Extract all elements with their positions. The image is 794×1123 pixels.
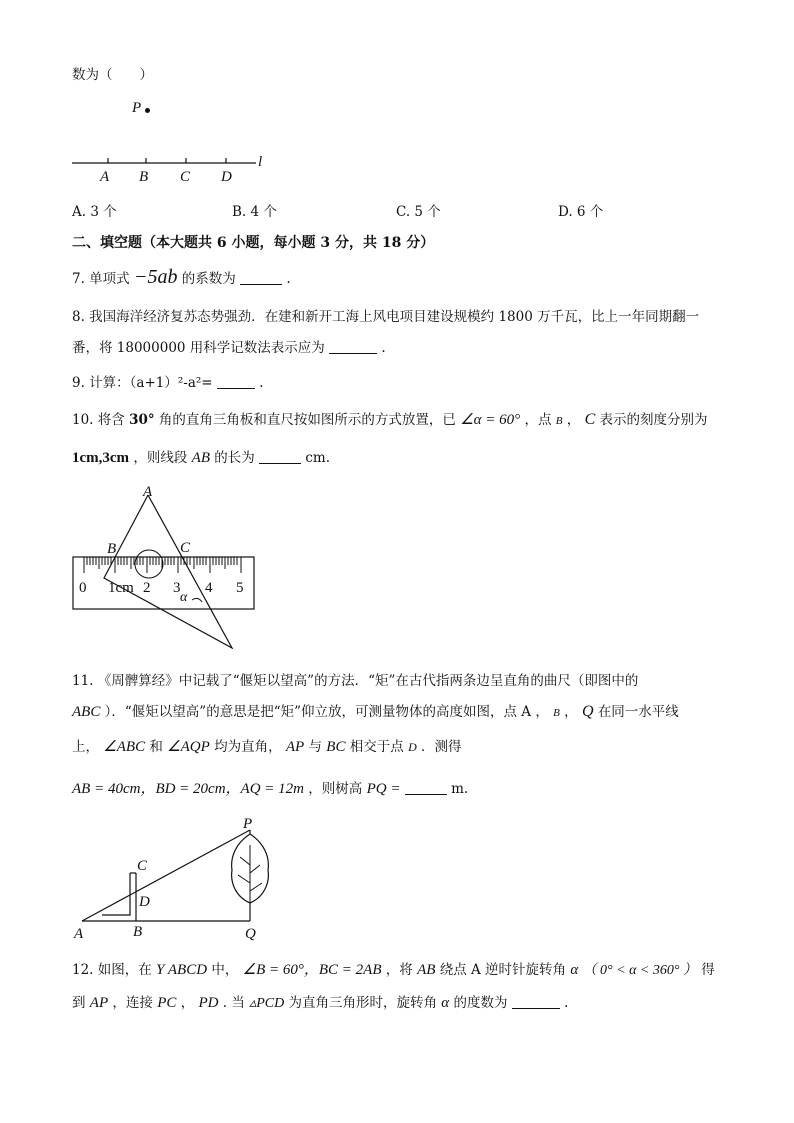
q11-text-f: ．测得	[421, 739, 462, 755]
q11-text-end: 在同一水平线	[597, 704, 679, 720]
q11-PQ: PQ =	[366, 781, 401, 797]
q10-fig-label-b: B	[107, 541, 117, 557]
q11-line2	[72, 703, 679, 722]
q12-text-f: 到	[72, 995, 86, 1011]
q12-alpha-2: α	[441, 995, 450, 1011]
q12-line2	[72, 994, 568, 1013]
q10-text-e: 表示的刻度分别为	[599, 412, 708, 428]
q11-fig-label-a: A	[74, 926, 84, 942]
q12-text-k: 的度数为	[453, 995, 508, 1011]
q12-PD: PD	[198, 995, 219, 1011]
q12-AB: AB	[417, 962, 436, 978]
q6-option-b: B. 4 个	[232, 204, 277, 220]
q10-tick-0: 0	[79, 580, 87, 596]
q10-tick-4: 4	[205, 580, 213, 596]
q11-D: D	[408, 740, 417, 754]
q10-line2	[72, 449, 330, 467]
q11-fig-label-b: B	[133, 924, 143, 940]
q8-line1: 8. 我国海洋经济复苏态势强劲．在建和新开工海上风电项目建设规模约 1800 万千瓦，比上一年同期翻一	[72, 309, 700, 325]
q10-text-f: ，则线段	[133, 450, 188, 466]
q11-line1: 11. 《周髀算经》中记载了“偃矩以望高”的方法．“矩”在古代指两条边呈直角的曲尺（即图中的	[72, 673, 639, 689]
q7-end: .	[286, 271, 291, 287]
q10-tick-5: 5	[236, 580, 244, 596]
q10-AB: AB	[191, 450, 210, 466]
q11-sep: ，	[564, 704, 578, 720]
q11-text-rest: ）．“偃矩以望高”的意思是把“矩”仰立放，可测量物体的高度如图，点 A ，	[104, 704, 549, 720]
q12-AP: AP	[89, 995, 109, 1011]
q11-text-c: 均为直角，	[214, 739, 282, 755]
section-2-title: 二、填空题（本大题共 6 小题，每小题 3 分，共 18 分）	[72, 235, 435, 251]
q6-point-b: B	[139, 169, 149, 185]
q11-AP: AP	[285, 739, 305, 755]
q10-diagram	[60, 480, 280, 660]
q7-number: 7. 单项式	[72, 271, 130, 287]
q11-unit: m.	[451, 781, 469, 797]
q10-text-g: 的长为	[214, 450, 255, 466]
q11-fig-label-c: C	[137, 858, 148, 874]
q6-option-d: D. 6 个	[558, 204, 604, 220]
q6-point-p-label: P	[132, 100, 142, 116]
q12-text-g: ，连接	[112, 995, 153, 1011]
q11-ABC: ABC	[72, 704, 101, 720]
q10-fig-label-c: C	[180, 540, 191, 556]
q10-unit: cm.	[305, 450, 331, 466]
q12-line1	[72, 961, 715, 980]
q9	[72, 374, 264, 392]
q10-tick-2: 2	[143, 580, 151, 596]
q11-text-g: ，则树高	[308, 781, 363, 797]
q6-line-l-label: l	[258, 154, 263, 170]
q10-answer-blank	[259, 449, 301, 464]
q11-text-e: 相交于点	[349, 739, 404, 755]
q11-answer-blank	[405, 780, 447, 795]
q12-PC: PC	[157, 995, 177, 1011]
q6-point-a: A	[100, 169, 110, 185]
q11-text-b: 和	[149, 739, 163, 755]
q11-B: B	[553, 707, 560, 719]
q12-text-b: 中，	[211, 962, 239, 978]
q10-tick-1: 1cm	[108, 580, 134, 596]
q8-line2-text: 番，将 18000000 用科学记数法表示应为	[72, 340, 325, 356]
q11-fig-label-d: D	[139, 894, 150, 910]
q12-text-e: 得	[701, 962, 715, 978]
q6-point-d: D	[221, 169, 232, 185]
q11-Q: Q	[581, 703, 594, 720]
q12-text-h: ，	[180, 995, 195, 1011]
q12-conditions: ∠B = 60°，BC = 2AB	[242, 962, 382, 978]
q11-fig-label-p: P	[243, 816, 253, 832]
q8-line2	[72, 339, 386, 357]
q10-text-a: 10. 将含	[72, 412, 125, 428]
q11-angle-abc: ∠ABC	[103, 739, 146, 755]
q12-text-j: 为直角三角形时，旋转角	[288, 995, 437, 1011]
q7-answer-blank	[240, 270, 282, 285]
q11-angle-aqp: ∠AQP	[167, 739, 210, 755]
q12-text-d: 绕点 A 逆时针旋转角	[439, 962, 567, 978]
q6-point-c: C	[180, 169, 191, 185]
q6-stem-tail: 数为（ ）	[72, 67, 153, 83]
q6-point-p	[145, 108, 150, 113]
q10-text-d: ，	[566, 412, 581, 428]
q9-end: .	[259, 375, 264, 391]
q12-answer-blank	[512, 994, 560, 1009]
q12-range: （ 0° < α < 360° ）	[582, 963, 697, 978]
q11-line3	[72, 738, 462, 756]
q12-parallelogram: Y ABCD	[156, 962, 208, 978]
q7	[72, 268, 291, 288]
q10-text-b: 角的直角三角板和直尺按如图所示的方式放置，已	[158, 412, 456, 428]
q10-fig-label-a: A	[143, 484, 153, 500]
q6-option-a: A. 3 个	[72, 204, 117, 220]
q8-answer-blank	[329, 339, 377, 354]
q10-C: C	[584, 411, 596, 428]
q10-measures: 1cm,3cm	[72, 450, 130, 466]
q11-text-a: 上，	[72, 739, 99, 755]
q10-deg: 30°	[129, 412, 155, 428]
q11-fig-label-q: Q	[245, 926, 256, 942]
q10-tick-3: 3	[173, 580, 181, 596]
q12-triangle-pcd: ▵PCD	[249, 996, 285, 1011]
q9-text: 9. 计算：（a+1）²-a²=	[72, 375, 213, 391]
q12-text-i: . 当	[222, 995, 245, 1011]
q11-text-d: 与	[308, 739, 322, 755]
q8-end: .	[381, 340, 386, 356]
q6-option-c: C. 5 个	[396, 204, 441, 220]
q7-expression: −5ab	[133, 266, 178, 288]
q7-tail: 的系数为	[181, 271, 236, 287]
q10-line1	[72, 411, 708, 430]
q12-text-c: ，将	[385, 962, 413, 978]
q12-text-a: 12. 如图，在	[72, 962, 152, 978]
q10-angle: ∠α = 60°	[460, 412, 521, 428]
q12-alpha: α	[570, 962, 579, 978]
q11-line4	[72, 780, 468, 798]
q10-text-c: ，点	[524, 412, 552, 428]
q9-answer-blank	[217, 374, 255, 389]
q12-end: .	[564, 995, 569, 1011]
q11-BC: BC	[326, 739, 346, 755]
q10-fig-alpha: α	[180, 590, 188, 605]
q11-given: AB = 40cm，BD = 20cm，AQ = 12m	[72, 781, 304, 797]
q10-B: B	[555, 415, 563, 427]
